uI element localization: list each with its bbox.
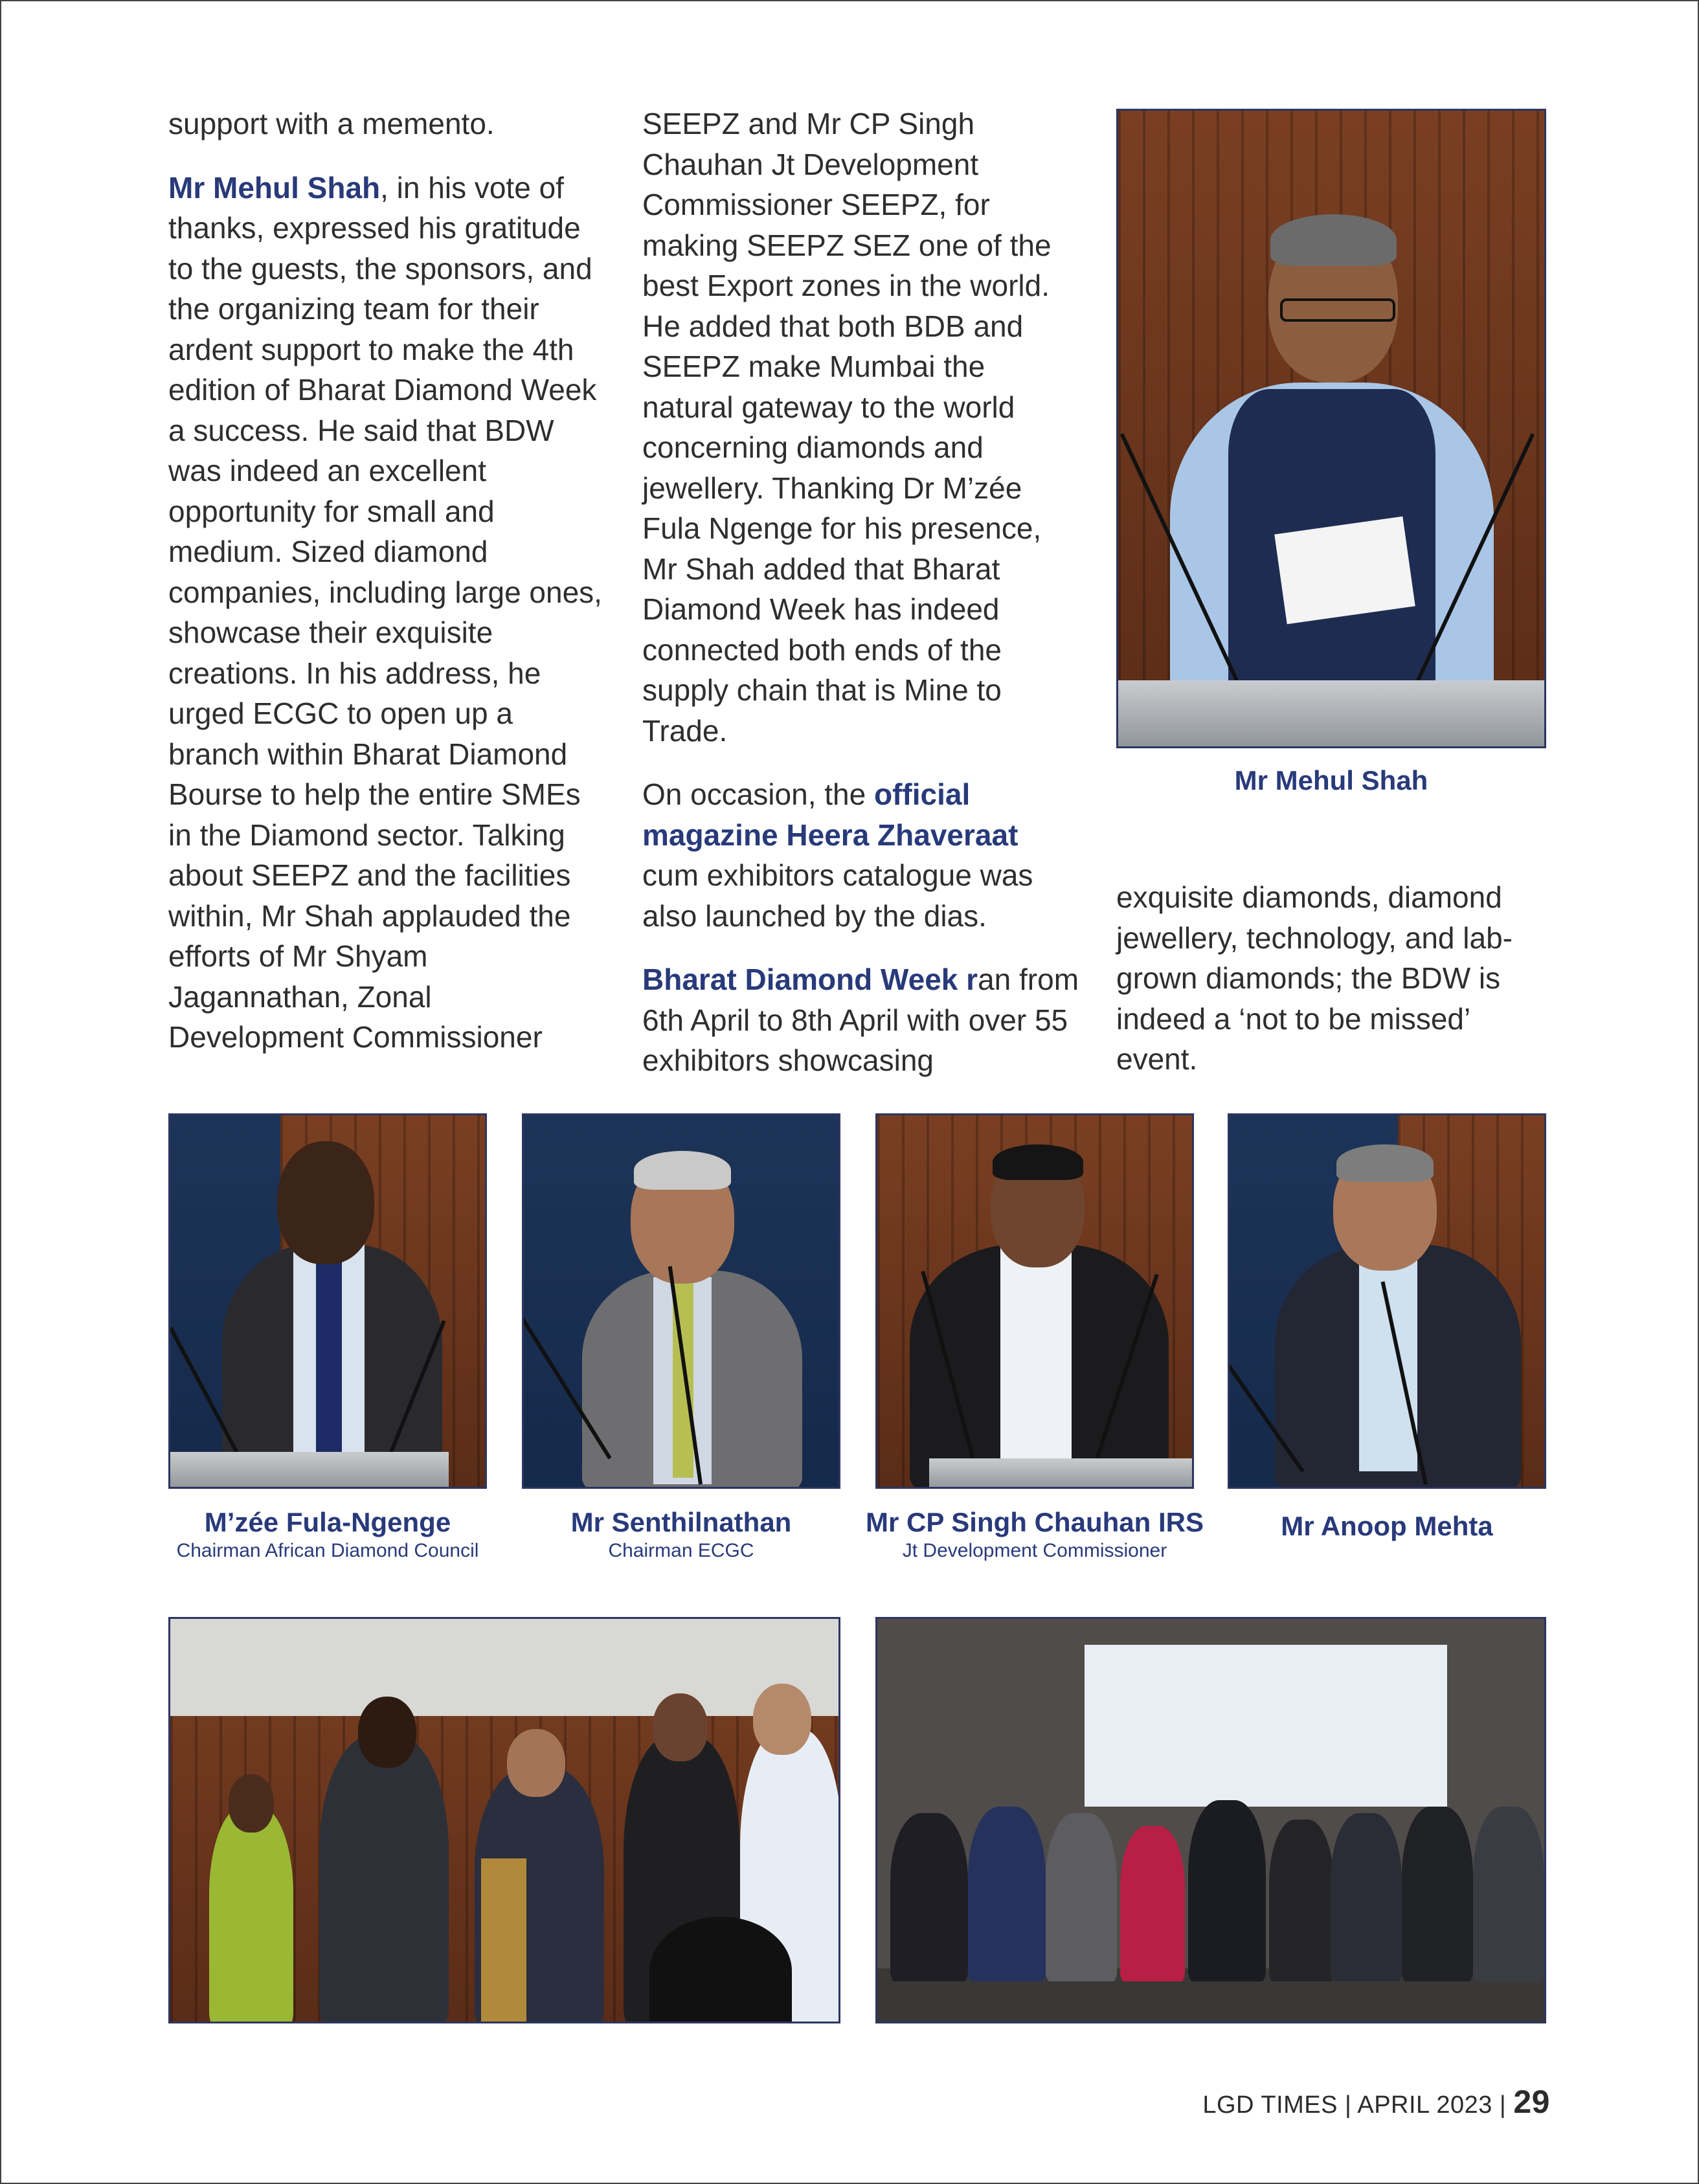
highlight-magazine: official magazine Heera Zhaveraat	[642, 777, 1018, 852]
speaker-name: Mr Senthilnathan	[570, 1507, 792, 1537]
paragraph: On occasion, the official magazine Heera Zhaveraat cum exhibitors catalogue was also launched by the dias.	[642, 777, 1033, 933]
speaker-caption-3	[850, 1506, 1220, 1563]
article-column-1	[168, 104, 609, 1081]
speaker-title: Chairman African Diamond Council	[176, 1540, 479, 1561]
featured-speaker-photo	[1116, 109, 1546, 748]
speaker-caption-1	[155, 1506, 500, 1563]
speaker-title: Jt Development Commissioner	[902, 1540, 1167, 1561]
paragraph: Bharat Diamond Week ran from 6th April to 8th April with over 55 exhibitors showcasing	[642, 963, 1079, 1077]
highlight-event: Bharat Diamond Week r	[642, 963, 978, 996]
speaker-photo-3	[875, 1113, 1194, 1489]
speaker-caption-4	[1215, 1510, 1559, 1543]
speaker-photo-2	[522, 1113, 840, 1489]
speaker-photo-1	[168, 1113, 487, 1489]
speaker-caption-2	[509, 1506, 853, 1563]
paragraph: Mr Mehul Shah, in his vote of thanks, expressed his gratitude to the guests, the sponsors, and the organizing team for their ardent support to make the 4th edition of Bharat Diamond Week a success. He said that BDW was indeed an excellent opportunity for small and medium. Sized diamond companies, including large ones, showcase their exquisite creations. In his address, he urged ECGC to open up a branch within Bharat Diamond Bourse to help the entire SMEs in the Diamond sector. Talking about SEEPZ and the facilities within, Mr Shah applauded the efforts of Mr Shyam Jagannathan, Zonal Development Commissioner	[168, 170, 602, 1054]
paragraph: SEEPZ and Mr CP Singh Chauhan Jt Development Commissioner SEEPZ, for making SEEPZ SEZ one of the best Export zones in the world. He added that both BDB and SEEPZ make Mumbai the natural gateway to the world concerning diamonds and jewellery. Thanking Dr M’zée Fula Ngenge for his presence, Mr Shah added that Bharat Diamond Week has indeed connected both ends of the supply chain that is Mine to Trade.	[642, 107, 1052, 748]
page-number: 29	[1513, 2084, 1550, 2120]
lamp-lighting-photo	[168, 1617, 840, 2023]
magazine-launch-photo	[875, 1617, 1546, 2023]
article-column-2	[642, 104, 1083, 1104]
highlight-name: Mr Mehul Shah	[168, 170, 381, 205]
speaker-figure	[1118, 111, 1546, 748]
paragraph: support with a memento.	[168, 107, 495, 140]
publication-info: LGD TIMES | APRIL 2023 |	[1202, 2091, 1514, 2119]
article-column-3	[1116, 877, 1557, 1103]
featured-caption: Mr Mehul Shah	[1234, 765, 1428, 796]
paragraph: exquisite diamonds, diamond jewellery, technology, and lab-grown diamonds; the BDW is indeed a ‘not to be missed’ event.	[1116, 880, 1513, 1076]
speaker-photo-4	[1228, 1113, 1546, 1489]
speaker-name: M’zée Fula-Ngenge	[204, 1507, 451, 1537]
speaker-name: Mr CP Singh Chauhan IRS	[866, 1507, 1204, 1537]
page-footer	[1202, 2083, 1550, 2121]
speaker-name: Mr Anoop Mehta	[1281, 1511, 1493, 1541]
speaker-title: Chairman ECGC	[608, 1540, 754, 1561]
